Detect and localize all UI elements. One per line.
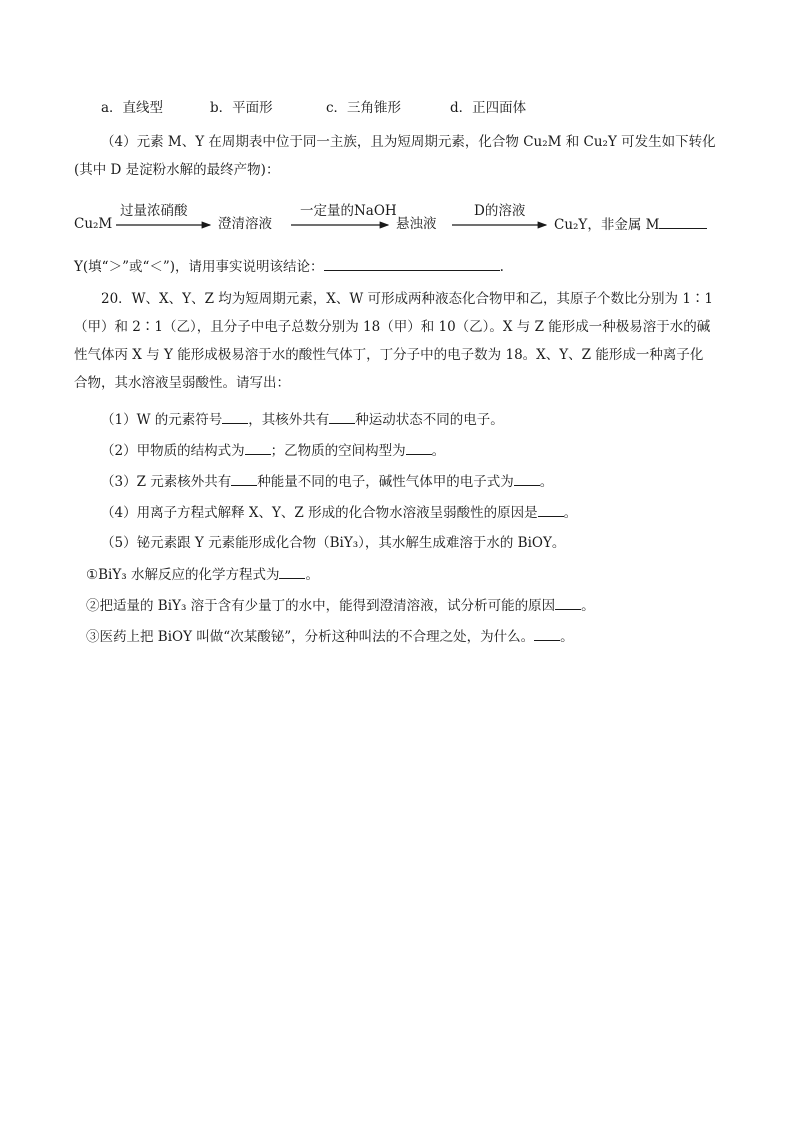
answer-blank[interactable] bbox=[406, 440, 432, 455]
q20-sub1-c: 。 bbox=[305, 567, 319, 583]
option-a: a．直线型 bbox=[101, 100, 164, 116]
q20-sub2-a: ②把适量的 BiY₃ 溶于含有少量丁的水中，能得到澄清溶液，试分析可能的原因 bbox=[86, 598, 556, 614]
q20-sub3-c: 。 bbox=[560, 629, 574, 645]
q20-part3-c: 。 bbox=[539, 474, 554, 490]
q20-sub3 bbox=[86, 626, 574, 647]
answer-blank[interactable] bbox=[222, 409, 248, 424]
answer-blank[interactable] bbox=[555, 595, 581, 610]
flow-end bbox=[554, 214, 707, 235]
q20-intro-4: 合物，其水溶液呈弱酸性。请写出： bbox=[74, 375, 290, 391]
part4-line1: （4）元素 M、Y 在周期表中位于同一主族，且为短周期元素，化合物 Cu₂M 和 Cu₂Y 可发生如下转化 bbox=[101, 134, 716, 150]
q20-part3-a: （3）Z 元素核外共有 bbox=[101, 474, 232, 490]
answer-blank[interactable] bbox=[324, 256, 500, 271]
conclusion-text: Y(填“＞”或“＜”)，请用事实说明该结论： bbox=[74, 259, 324, 275]
option-b: b．平面形 bbox=[210, 100, 273, 116]
flow-step2: 悬浊液 bbox=[396, 216, 437, 232]
flow-end-text: Cu₂Y，非金属 M bbox=[554, 217, 660, 233]
q20-intro-2: （甲）和 2∶1（乙），且分子中电子总数分别为 18（甲）和 10（乙）。X 与 Z 能形成一种极易溶于水的碱 bbox=[74, 319, 711, 335]
q20-part2-b: ；乙物质的空间构型为 bbox=[270, 443, 406, 459]
answer-blank[interactable] bbox=[538, 502, 564, 517]
q20-part2-c: 。 bbox=[431, 443, 446, 459]
q20-part3-b: 种能量不同的电子，碱性气体甲的电子式为 bbox=[257, 474, 514, 490]
answer-blank[interactable] bbox=[534, 626, 560, 641]
q20-part5: （5）铋元素跟 Y 元素能形成化合物（BiY₃），其水解生成难溶于水的 BiOY。 bbox=[101, 535, 566, 551]
q20-intro-1: 20．W、X、Y、Z 均为短周期元素，X、W 可形成两种液态化合物甲和乙，其原子个数比分别为 1∶1 bbox=[101, 291, 713, 307]
arrow-3-label: D的溶液 bbox=[474, 203, 526, 219]
answer-blank[interactable] bbox=[279, 564, 305, 579]
arrow-2-label: 一定量的NaOH bbox=[300, 203, 397, 219]
q20-part4-a: （4）用离子方程式解释 X、Y、Z 形成的化合物水溶液呈弱酸性的原因是 bbox=[101, 505, 538, 521]
answer-blank[interactable] bbox=[514, 471, 540, 486]
answer-blank[interactable] bbox=[245, 440, 271, 455]
option-c: c．三角锥形 bbox=[326, 100, 402, 116]
q20-part2-a: （2）甲物质的结构式为 bbox=[101, 443, 245, 459]
option-d: d．正四面体 bbox=[450, 100, 527, 116]
answer-blank[interactable] bbox=[659, 214, 707, 229]
q20-part1-b: ，其核外共有 bbox=[248, 412, 330, 428]
q20-sub2-c: 。 bbox=[581, 598, 595, 614]
flow-start: Cu₂M bbox=[74, 216, 113, 232]
answer-blank[interactable] bbox=[329, 409, 355, 424]
q20-part4 bbox=[101, 502, 577, 523]
q20-intro-3: 性气体丙 X 与 Y 能形成极易溶于水的酸性气体丁，丁分子中的电子数为 18。X、Y、Z 能形成一种离子化 bbox=[74, 347, 704, 363]
q20-part1 bbox=[101, 409, 504, 430]
q20-sub1-a: ①BiY₃ 水解反应的化学方程式为 bbox=[86, 567, 280, 583]
q20-sub1 bbox=[86, 564, 319, 585]
q20-part4-c: 。 bbox=[563, 505, 578, 521]
q20-sub3-a: ③医药上把 BiOY 叫做“次某酸铋”，分析这种叫法的不合理之处，为什么。 bbox=[86, 629, 535, 645]
part4-conclusion bbox=[74, 256, 504, 277]
flow-step1: 澄清溶液 bbox=[218, 216, 272, 232]
q20-part2 bbox=[101, 440, 445, 461]
arrow-1-label: 过量浓硝酸 bbox=[120, 203, 188, 219]
conclusion-period: . bbox=[499, 259, 504, 275]
q20-part1-a: （1）W 的元素符号 bbox=[101, 412, 223, 428]
q20-part1-c: 种运动状态不同的电子。 bbox=[355, 412, 504, 428]
part4-line2: (其中 D 是淀粉水解的最终产物)： bbox=[74, 162, 280, 178]
q20-sub2 bbox=[86, 595, 595, 616]
answer-blank[interactable] bbox=[231, 471, 257, 486]
q20-part3 bbox=[101, 471, 553, 492]
